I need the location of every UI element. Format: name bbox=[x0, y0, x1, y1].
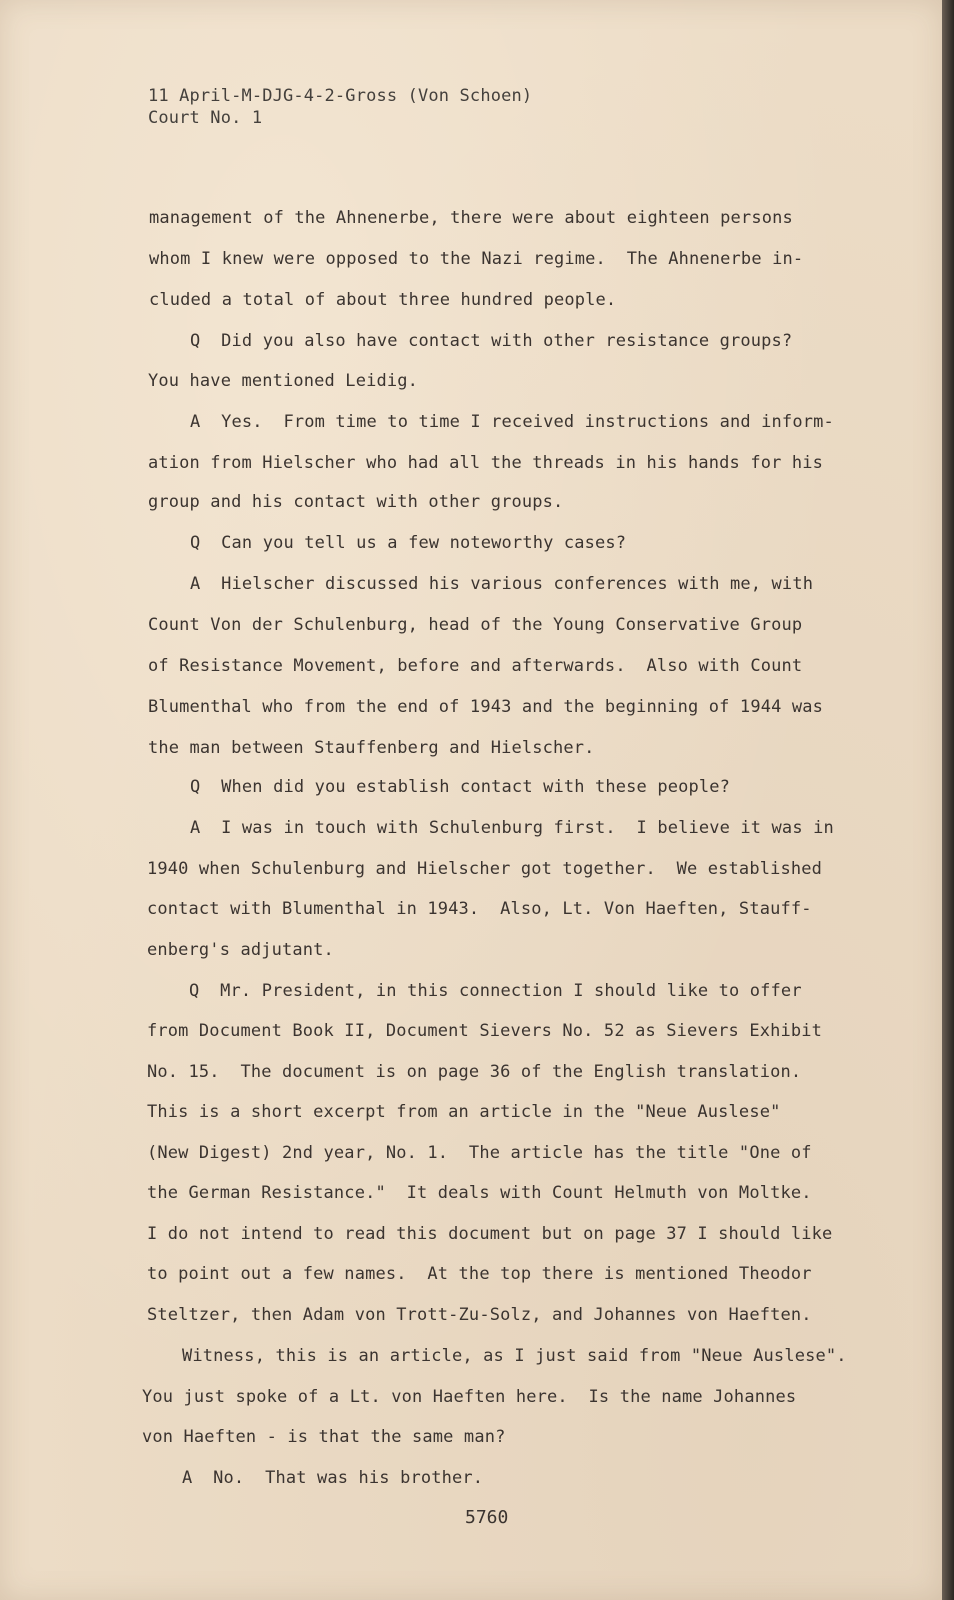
body-line: group and his contact with other groups. bbox=[148, 492, 564, 512]
page-number: 5760 bbox=[465, 1507, 509, 1528]
body-line: You just spoke of a Lt. von Haeften here. Is the name Johannes bbox=[142, 1387, 797, 1407]
header-line-2: Court No. 1 bbox=[148, 108, 263, 128]
body-line: Q When did you establish contact with these people? bbox=[190, 777, 731, 797]
body-line: ation from Hielscher who had all the threads in his hands for his bbox=[148, 453, 824, 473]
body-line: von Haeften - is that the same man? bbox=[142, 1427, 506, 1447]
body-line: Q Can you tell us a few noteworthy cases? bbox=[190, 533, 627, 553]
body-line: A Hielscher discussed his various conferences with me, with bbox=[190, 574, 814, 594]
body-line: A I was in touch with Schulenburg first. I believe it was in bbox=[190, 818, 834, 838]
body-line: Steltzer, then Adam von Trott-Zu-Solz, and Johannes von Haeften. bbox=[147, 1305, 812, 1325]
body-line: Blumenthal who from the end of 1943 and the beginning of 1944 was bbox=[148, 697, 824, 717]
body-line: Count Von der Schulenburg, head of the Young Conservative Group bbox=[148, 615, 803, 635]
body-line: You have mentioned Leidig. bbox=[148, 371, 419, 391]
body-line: contact with Blumenthal in 1943. Also, Lt. Von Haeften, Stauff- bbox=[147, 899, 812, 919]
body-line: the German Resistance." It deals with Count Helmuth von Moltke. bbox=[147, 1183, 812, 1203]
body-line: 1940 when Schulenburg and Hielscher got together. We established bbox=[147, 859, 823, 879]
body-line: cluded a total of about three hundred people. bbox=[149, 290, 617, 310]
body-line: enberg's adjutant. bbox=[147, 940, 334, 960]
body-line: A Yes. From time to time I received instructions and inform- bbox=[190, 412, 834, 432]
body-line: This is a short excerpt from an article in the "Neue Auslese" bbox=[147, 1102, 781, 1122]
body-line: whom I knew were opposed to the Nazi regime. The Ahnenerbe in- bbox=[149, 249, 804, 269]
body-line: (New Digest) 2nd year, No. 1. The article has the title "One of bbox=[147, 1143, 812, 1163]
body-line: A No. That was his brother. bbox=[182, 1468, 484, 1488]
body-line: Q Mr. President, in this connection I should like to offer bbox=[189, 981, 802, 1001]
body-line: No. 15. The document is on page 36 of the English translation. bbox=[147, 1062, 802, 1082]
body-line: the man between Stauffenberg and Hielscher. bbox=[148, 738, 595, 758]
body-line: to point out a few names. At the top there is mentioned Theodor bbox=[147, 1264, 812, 1284]
header-line-1: 11 April-M-DJG-4-2-Gross (Von Schoen) bbox=[148, 86, 533, 106]
page-edge bbox=[942, 0, 954, 1600]
body-line: Q Did you also have contact with other resistance groups? bbox=[190, 331, 793, 351]
body-line: of Resistance Movement, before and afterwards. Also with Count bbox=[148, 656, 803, 676]
body-line: from Document Book II, Document Sievers No. 52 as Sievers Exhibit bbox=[147, 1021, 823, 1041]
body-line: I do not intend to read this document but on page 37 I should like bbox=[147, 1224, 833, 1244]
body-line: management of the Ahnenerbe, there were about eighteen persons bbox=[149, 208, 793, 228]
body-line: Witness, this is an article, as I just said from "Neue Auslese". bbox=[182, 1346, 847, 1366]
